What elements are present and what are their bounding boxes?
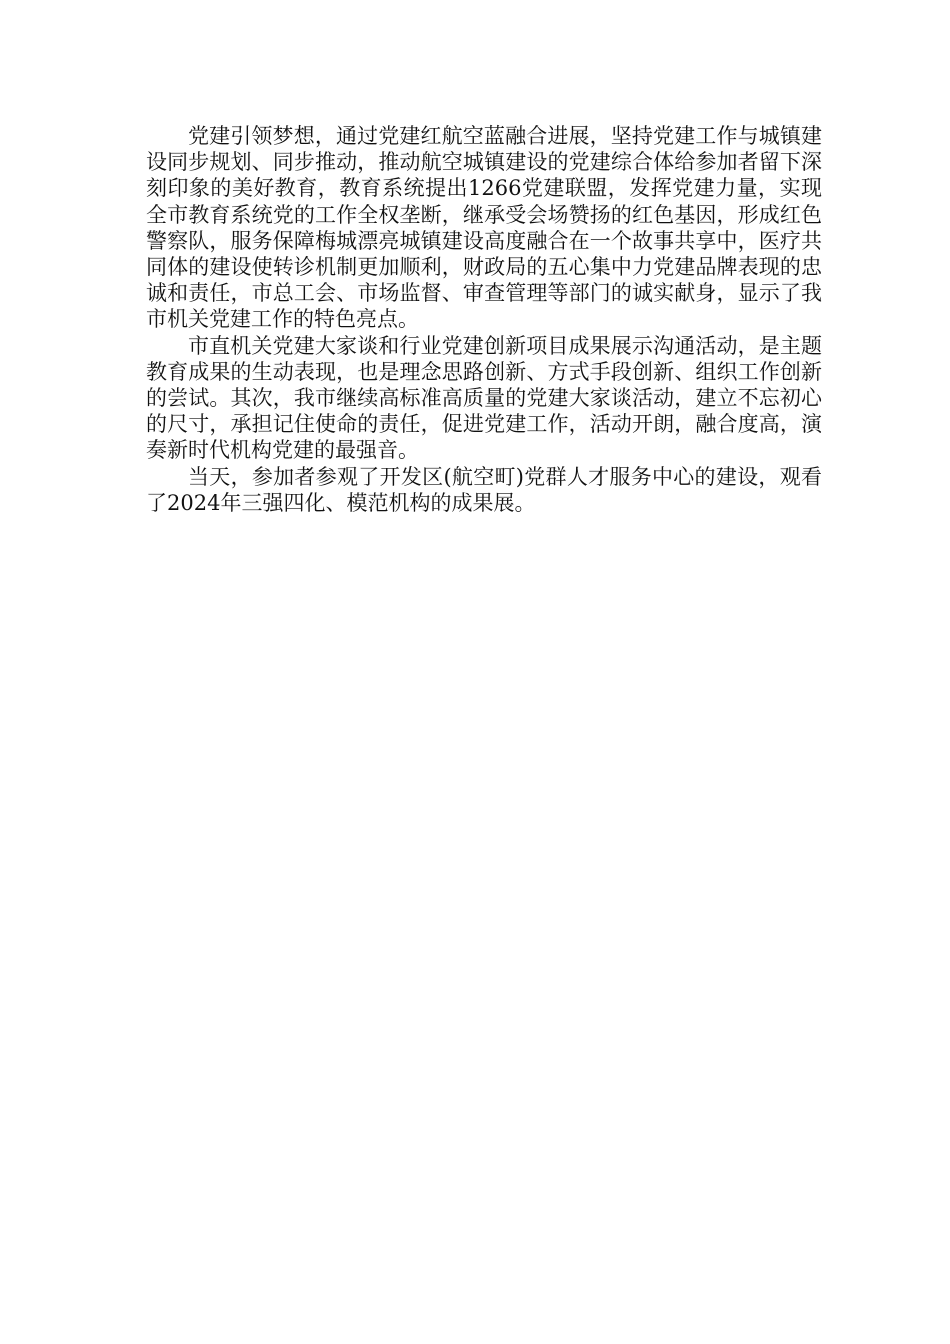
paragraph-1: 党建引领梦想，通过党建红航空蓝融合进展，坚持党建工作与城镇建设同步规划、同步推动，推动航空城镇建设的党建综合体给参加者留下深刻印象的美好教育，教育系统提出1266党建联盟，发挥党建力量，实现全市教育系统党的工作全权垄断，继承受会场赞扬的红色基因，形成红色警察队，服务保障梅城漂亮城镇建设高度融合在一个故事共享中，医疗共同体的建设使转诊机制更加顺利，财政局的五心集中力党建品牌表现的忠诚和责任，市总工会、市场监督、审查管理等部门的诚实献身，显示了我市机关党建工作的特色亮点。 xyxy=(146,124,822,332)
paragraph-2: 市直机关党建大家谈和行业党建创新项目成果展示沟通活动，是主题教育成果的生动表现，也是理念思路创新、方式手段创新、组织工作创新的尝试。其次，我市继续高标准高质量的党建大家谈活动，建立不忘初心的尺寸，承担记住使命的责任，促进党建工作，活动开朗，融合度高，演奏新时代机构党建的最强音。 xyxy=(146,333,822,463)
document-body xyxy=(146,123,822,516)
paragraph-3: 当天，参加者参观了开发区(航空町)党群人才服务中心的建设，观看了2024年三强四化、模范机构的成果展。 xyxy=(146,464,822,515)
